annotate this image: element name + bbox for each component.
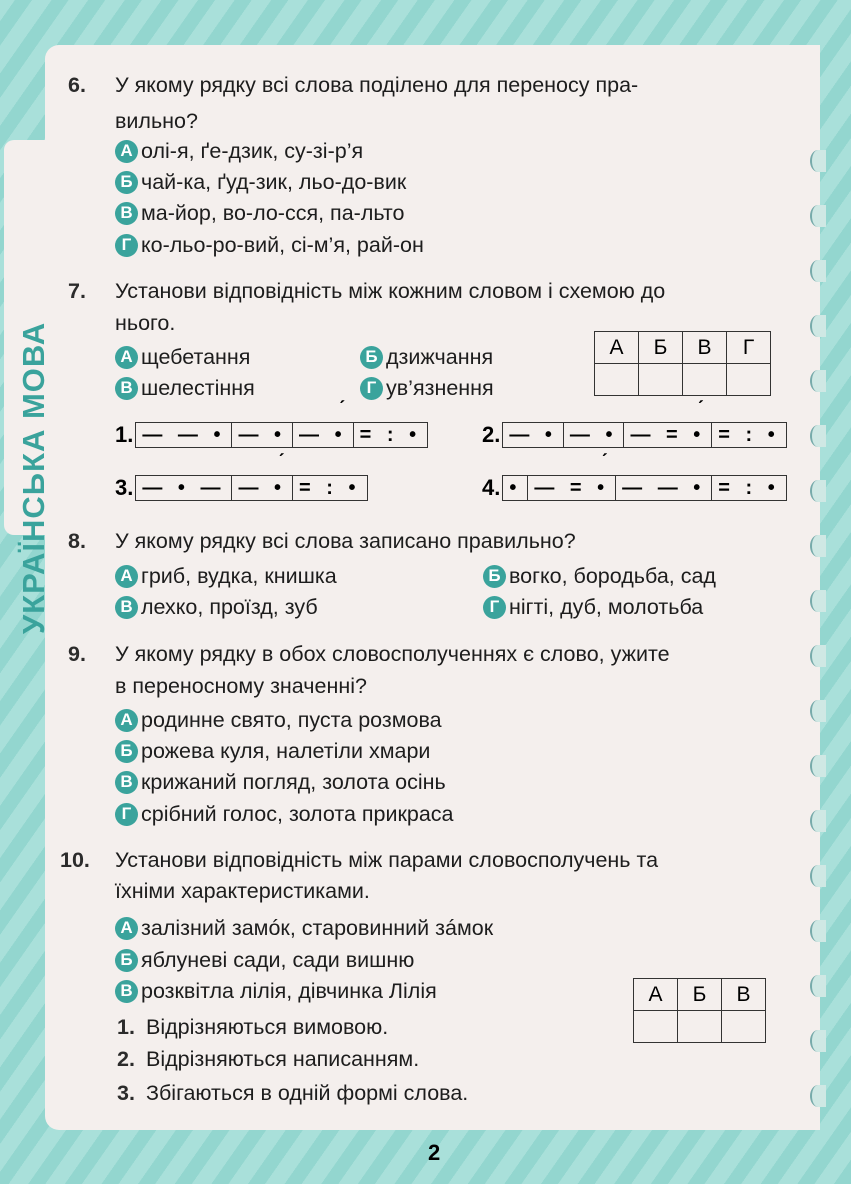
question-text: У якому рядку всі слова поділено для переносу пра- (115, 73, 639, 97)
page-notch (810, 810, 826, 832)
option-text: шелестіння (141, 376, 255, 400)
answer-option[interactable] (115, 768, 446, 796)
item-text: Збігаються в одній формі слова. (146, 1081, 469, 1105)
table-header-cell: Г (727, 332, 771, 364)
table-header-row (595, 332, 771, 364)
item-text: Відрізняються вимовою. (146, 1015, 389, 1039)
question-number: 6. (68, 73, 86, 97)
option-text: розквітла лілія, дівчинка Лілія (141, 979, 437, 1003)
scheme-segment: — • — (136, 476, 232, 500)
page-notch (810, 865, 826, 887)
answer-option[interactable] (483, 593, 703, 621)
option-letter-badge: Г (115, 803, 138, 826)
page-notch (810, 205, 826, 227)
option-text: ув’язнення (386, 376, 494, 400)
answer-option[interactable] (115, 914, 493, 942)
page-notch (810, 1085, 826, 1107)
answer-option[interactable] (115, 199, 404, 227)
page-notch (810, 1030, 826, 1052)
page-notch (810, 700, 826, 722)
answer-option[interactable] (115, 137, 363, 165)
answer-option[interactable] (115, 374, 255, 402)
page-notch (810, 535, 826, 557)
scheme-segment: • (503, 476, 528, 500)
table-header-row (634, 979, 766, 1011)
item-number: 1. (117, 1015, 135, 1039)
question-text: вильно? (115, 109, 198, 133)
answer-option[interactable] (115, 562, 337, 590)
stress-mark: ˊ (338, 398, 351, 420)
option-text: гриб, вудка, книшка (141, 564, 337, 588)
option-text: залізний замóк, старовинний зáмок (141, 916, 494, 940)
table-header-cell: Б (639, 332, 683, 364)
answer-cell[interactable] (727, 364, 771, 396)
option-text: родинне свято, пуста розмова (141, 708, 442, 732)
scheme-segment: = : • (718, 477, 780, 499)
page-notch (810, 480, 826, 502)
option-letter-badge: Б (115, 740, 138, 763)
answer-cell[interactable] (634, 1011, 678, 1043)
option-text: олі-я, ґе-дзик, су-зі-р’я (141, 139, 364, 163)
answer-cell[interactable] (722, 1011, 766, 1043)
option-text: срібний голос, золота прикраса (141, 802, 454, 826)
option-text: лехко, проїзд, зуб (141, 595, 318, 619)
answer-option[interactable] (115, 946, 414, 974)
question-number: 7. (68, 279, 86, 303)
stress-mark: ˊ (278, 451, 291, 473)
answer-option[interactable] (115, 737, 430, 765)
option-letter-badge: Б (360, 346, 383, 369)
question-number: 9. (68, 642, 86, 666)
subject-tab-label: УКРАЇНСЬКА МОВА (16, 321, 51, 635)
page-notch (810, 920, 826, 942)
table-header-cell: А (634, 979, 678, 1011)
option-text: дзижчання (386, 345, 494, 369)
option-text: яблуневі сади, сади вишню (141, 948, 415, 972)
option-letter-badge: В (115, 202, 138, 225)
scheme-box (135, 398, 428, 448)
question-text: їхніми характеристиками. (115, 879, 370, 903)
scheme-segment: — — • (136, 423, 232, 447)
table-answer-row (595, 364, 771, 396)
page-notch (810, 425, 826, 447)
table-header-cell: В (722, 979, 766, 1011)
option-text: вогко, бородьба, сад (509, 564, 716, 588)
answer-option[interactable] (115, 977, 437, 1005)
word-scheme (115, 398, 428, 448)
answer-option[interactable] (115, 168, 406, 196)
scheme-box (502, 451, 786, 501)
answer-option[interactable] (115, 231, 424, 259)
question-text: Установи відповідність між кожним словом і схемою до (115, 279, 666, 303)
answer-option[interactable] (483, 562, 716, 590)
option-letter-badge: В (115, 980, 138, 1003)
answer-cell[interactable] (683, 364, 727, 396)
scheme-label: 4. (482, 475, 501, 500)
answer-option[interactable] (360, 343, 493, 371)
page-notch (810, 150, 826, 172)
page-notch (810, 260, 826, 282)
scheme-segment: = : • (359, 424, 422, 446)
answer-table (594, 331, 771, 396)
answer-option[interactable] (115, 593, 318, 621)
answer-table (633, 978, 766, 1043)
page-notch (810, 315, 826, 337)
option-letter-badge: А (115, 140, 138, 163)
page-notch (810, 370, 826, 392)
scheme-label: 2. (482, 422, 501, 447)
scheme-label: 1. (115, 422, 134, 447)
table-header-cell: Б (678, 979, 722, 1011)
subject-tab (4, 140, 56, 635)
question-text: У якому рядку всі слова записано правильно? (115, 529, 576, 553)
option-letter-badge: Б (483, 565, 506, 588)
scheme-segment: — • ˊ (232, 476, 293, 500)
stress-mark: ˊ (697, 398, 710, 420)
page-number: 2 (428, 1140, 441, 1165)
option-letter-badge: А (115, 346, 138, 369)
page-notch (810, 975, 826, 997)
scheme-box (135, 451, 367, 501)
option-letter-badge: Б (115, 949, 138, 972)
scheme-segment: — = • ˊ (528, 476, 616, 500)
page-notch (810, 645, 826, 667)
answer-option[interactable] (115, 706, 442, 734)
question-number: 8. (68, 529, 86, 553)
scheme-segment: — • ˊ (293, 423, 354, 447)
scheme-segment: — = • ˊ (624, 423, 712, 447)
question-text: У якому рядку в обох словосполученнях є слово, ужите (115, 642, 670, 666)
option-letter-badge: В (115, 377, 138, 400)
question-text: нього. (115, 311, 176, 335)
word-scheme (115, 451, 368, 501)
answer-cell[interactable] (678, 1011, 722, 1043)
scheme-segment: = : • (299, 477, 361, 499)
table-header-cell: А (595, 332, 639, 364)
option-letter-badge: А (115, 565, 138, 588)
option-letter-badge: А (115, 709, 138, 732)
answer-option[interactable] (115, 343, 250, 371)
scheme-label: 3. (115, 475, 134, 500)
item-number: 3. (117, 1081, 135, 1105)
option-text: щебетання (141, 345, 251, 369)
option-text: ма-йор, во-ло-сся, па-льто (141, 201, 405, 225)
answer-option[interactable] (115, 800, 454, 828)
question-text: в переносному значенні? (115, 674, 367, 698)
question-number: 10. (60, 848, 90, 872)
table-header-cell: В (683, 332, 727, 364)
answer-cell[interactable] (639, 364, 683, 396)
scheme-segment: — • (564, 423, 625, 447)
option-letter-badge: Г (115, 234, 138, 257)
answer-option[interactable] (360, 374, 494, 402)
answer-cell[interactable] (595, 364, 639, 396)
option-text: чай-ка, ґуд-зик, льо-до-вик (141, 170, 407, 194)
option-text: нігті, дуб, молотьба (509, 595, 704, 619)
option-letter-badge: В (115, 771, 138, 794)
page-notch (810, 755, 826, 777)
item-number: 2. (117, 1047, 135, 1071)
word-scheme (482, 398, 787, 448)
question-text: Установи відповідність між парами словосполучень та (115, 848, 659, 872)
option-letter-badge: Г (483, 596, 506, 619)
option-letter-badge: А (115, 917, 138, 940)
item-text: Відрізняються написанням. (146, 1047, 420, 1071)
option-text: крижаний погляд, золота осінь (141, 770, 446, 794)
scheme-segment: = : • (718, 424, 780, 446)
option-letter-badge: Б (115, 171, 138, 194)
scheme-segment: — • (503, 423, 564, 447)
option-letter-badge: Г (360, 377, 383, 400)
table-answer-row (634, 1011, 766, 1043)
scheme-box (502, 398, 786, 448)
scheme-segment: — • (232, 423, 293, 447)
option-text: рожева куля, налетіли хмари (141, 739, 431, 763)
stress-mark: ˊ (601, 451, 614, 473)
option-text: ко-льо-ро-вий, сі-м’я, рай-он (141, 233, 424, 257)
word-scheme (482, 451, 787, 501)
page-notch (810, 590, 826, 612)
option-letter-badge: В (115, 596, 138, 619)
scheme-segment: — — • (616, 476, 712, 500)
